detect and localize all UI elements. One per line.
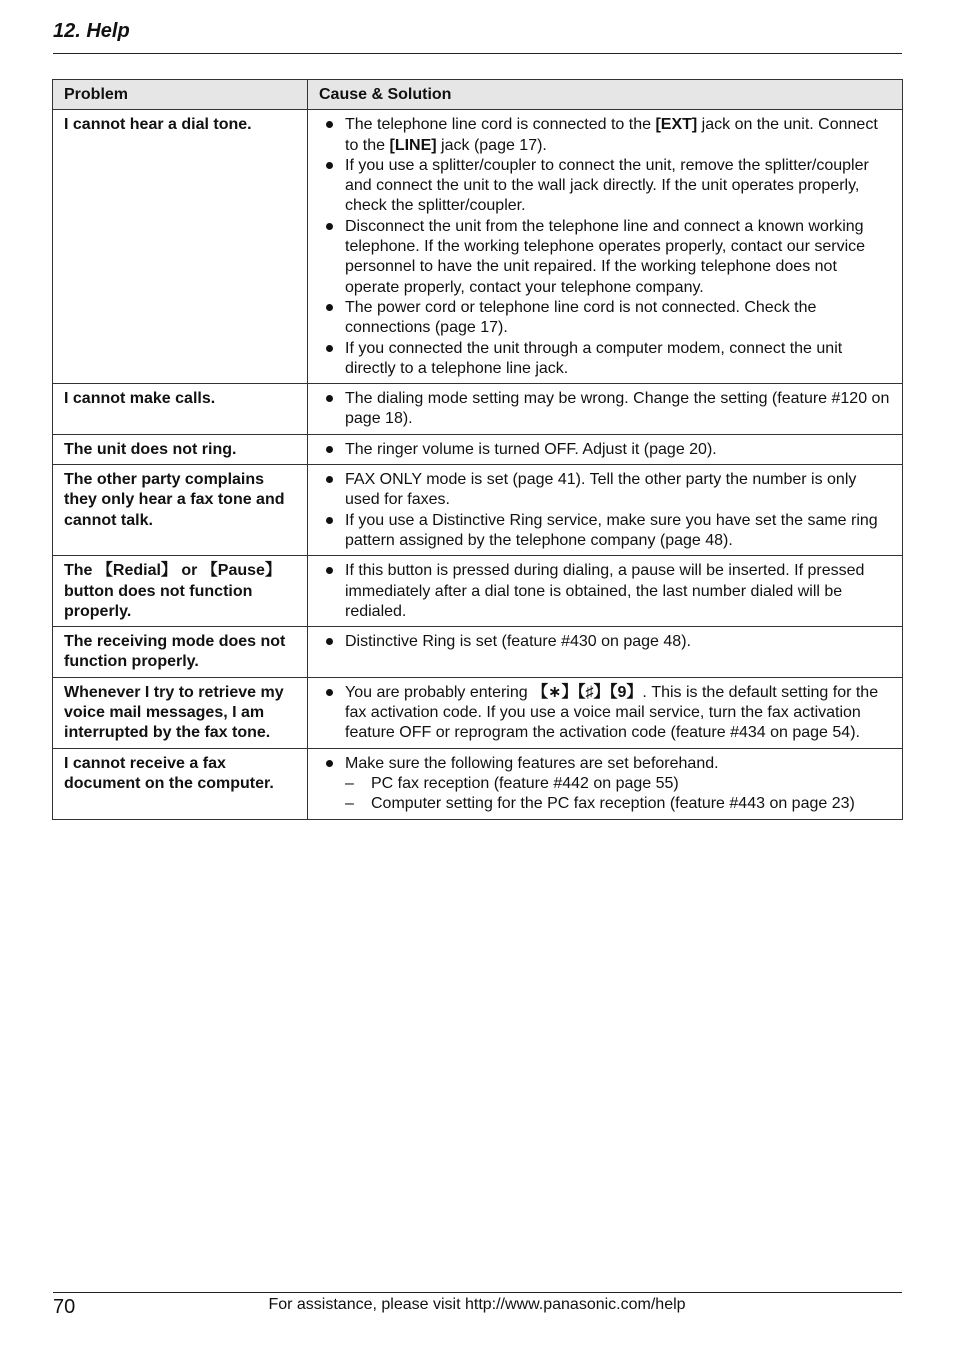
table-row <box>53 748 903 819</box>
footer-assistance-text: For assistance, please visit http://www.panasonic.com/help <box>268 1296 686 1313</box>
solution-list <box>319 754 894 815</box>
solution-text: The dialing mode setting may be wrong. Change the setting (feature #120 on page 18). <box>345 390 890 428</box>
table-row <box>53 465 903 556</box>
solution-text: If you use a Distinctive Ring service, make sure you have set the same ring pattern assigned by the telephone company (page 48). <box>345 511 878 549</box>
solution-text: Disconnect the unit from the telephone line and connect a known working telephone. If the working telephone operates properly, contact our service personnel to have the unit repaired. If the working telephone does not operate properly, contact your telephone company. <box>345 217 866 296</box>
solution-cell <box>308 556 903 627</box>
table-row <box>53 434 903 464</box>
bullet-icon <box>326 446 333 453</box>
solution-item <box>319 440 894 460</box>
solution-text: jack on the unit. Connect to the <box>345 116 878 154</box>
sub-list <box>345 774 894 815</box>
solution-item <box>319 298 894 339</box>
solution-item <box>319 683 894 744</box>
bullet-icon <box>326 476 333 483</box>
solution-item <box>319 561 894 622</box>
footer-divider <box>53 1292 902 1293</box>
solution-list <box>319 115 894 379</box>
sub-item-text: Computer setting for the PC fax reception (feature #443 on page 23) <box>371 795 855 813</box>
solution-cell <box>308 627 903 678</box>
column-header-problem: Problem <box>53 80 308 110</box>
solution-item <box>319 511 894 552</box>
bullet-icon <box>326 223 333 230</box>
key-label: [EXT] <box>655 116 698 134</box>
solution-item <box>319 115 894 156</box>
solution-list <box>319 683 894 744</box>
problem-cell: The unit does not ring. <box>53 434 308 464</box>
solution-text: You are probably entering <box>345 683 533 701</box>
table-row <box>53 677 903 748</box>
solution-text: FAX ONLY mode is set (page 41). Tell the other party the number is only used for faxes. <box>345 471 857 509</box>
section-header: 12. Help <box>53 20 130 42</box>
problem-cell: I cannot hear a dial tone. <box>53 110 308 384</box>
key-label: 【∗】【♯】【9】 <box>532 683 643 701</box>
bullet-icon <box>326 760 333 767</box>
solution-list <box>319 561 894 622</box>
solution-list <box>319 440 894 460</box>
key-label: [LINE] <box>389 136 437 154</box>
column-header-solution: Cause & Solution <box>308 80 903 110</box>
solution-list <box>319 470 894 551</box>
sub-item-text: PC fax reception (feature #442 on page 55) <box>371 774 679 792</box>
solution-text: The ringer volume is turned OFF. Adjust it (page 20). <box>345 440 717 458</box>
problem-cell: The 【Redial】 or 【Pause】 button does not function properly. <box>53 556 308 627</box>
table-header-row <box>53 80 903 110</box>
solution-text: jack (page 17). <box>436 136 547 154</box>
bullet-icon <box>326 689 333 696</box>
solution-item <box>319 470 894 511</box>
solution-list <box>319 389 894 430</box>
dash-icon: – <box>345 795 354 813</box>
solution-cell <box>308 465 903 556</box>
header-divider <box>53 53 902 54</box>
dash-icon: – <box>345 774 354 792</box>
problem-cell: The receiving mode does not function properly. <box>53 627 308 678</box>
solution-cell <box>308 434 903 464</box>
bullet-icon <box>326 304 333 311</box>
solution-text: Make sure the following features are set beforehand. <box>345 754 719 772</box>
page-number: 70 <box>53 1296 76 1318</box>
bullet-icon <box>326 345 333 352</box>
solution-text: . This is the default setting for the fax activation code. If you use a voice mail service, turn the fax activation feature OFF or reprogram the activation code (feature #434 on page 54). <box>345 683 879 742</box>
solution-item <box>319 339 894 380</box>
table-row <box>53 627 903 678</box>
solution-item <box>319 632 894 652</box>
bullet-icon <box>326 162 333 169</box>
solution-list <box>319 632 894 652</box>
problem-cell: Whenever I try to retrieve my voice mail messages, I am interrupted by the fax tone. <box>53 677 308 748</box>
sub-list-item <box>345 794 894 814</box>
solution-item <box>319 156 894 217</box>
bullet-icon <box>326 567 333 574</box>
solution-item <box>319 217 894 298</box>
troubleshooting-table <box>52 79 903 820</box>
table-body <box>53 110 903 819</box>
bullet-icon <box>326 517 333 524</box>
solution-cell <box>308 110 903 384</box>
solution-text: The power cord or telephone line cord is not connected. Check the connections (page 17). <box>345 298 817 337</box>
table-row <box>53 556 903 627</box>
solution-item <box>319 754 894 815</box>
table-row <box>53 110 903 384</box>
solution-text: The telephone line cord is connected to the <box>345 116 656 134</box>
solution-text: Distinctive Ring is set (feature #430 on page 48). <box>345 633 691 651</box>
bullet-icon <box>326 638 333 645</box>
solution-cell <box>308 384 903 435</box>
solution-text: If you use a splitter/coupler to connect the unit, remove the splitter/coupler and connect the unit to the wall jack directly. If the unit operates properly, check the splitter/coupler. <box>345 156 869 215</box>
solution-text: If you connected the unit through a computer modem, connect the unit directly to a telephone line jack. <box>345 339 843 377</box>
solution-cell <box>308 677 903 748</box>
bullet-icon <box>326 395 333 402</box>
solution-item <box>319 389 894 430</box>
problem-cell: I cannot receive a fax document on the computer. <box>53 748 308 819</box>
problem-cell: The other party complains they only hear a fax tone and cannot talk. <box>53 465 308 556</box>
solution-cell <box>308 748 903 819</box>
bullet-icon <box>326 121 333 128</box>
problem-cell: I cannot make calls. <box>53 384 308 435</box>
solution-text: If this button is pressed during dialing, a pause will be inserted. If pressed immediately after a dial tone is obtained, the last number dialed will be redialed. <box>345 562 865 620</box>
sub-list-item <box>345 774 894 794</box>
table-row <box>53 384 903 435</box>
